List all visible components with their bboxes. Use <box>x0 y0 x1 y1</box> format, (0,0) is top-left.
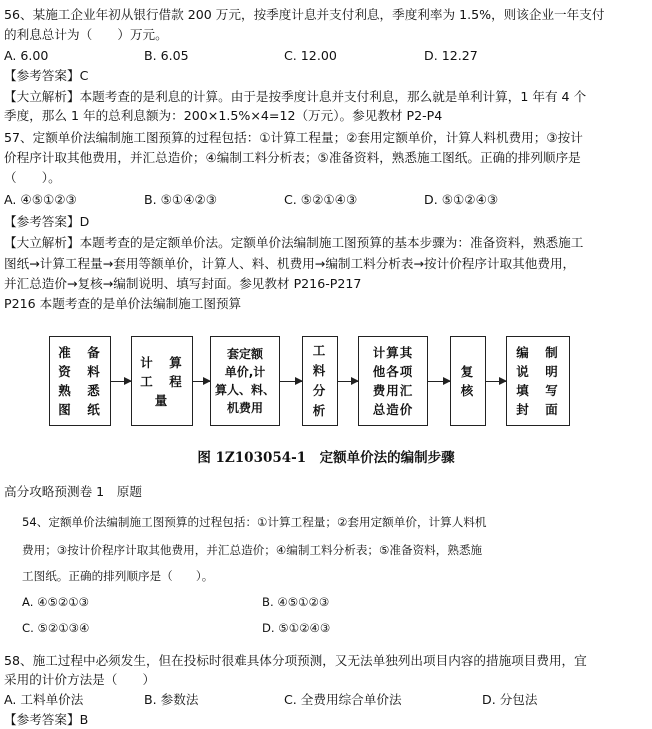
q56-answer: 【参考答案】C <box>4 68 89 83</box>
q54-stem-line2: 费用；③按计价程序计取其他费用，并汇总造价；④编制工料分析表；⑤准备资料，熟悉施 <box>22 543 483 557</box>
flow-step-analysis: 工 料 分 析 <box>302 336 338 426</box>
flow-arrow-3 <box>280 381 302 382</box>
q56-analysis-line1: 【大立解析】本题考查的是利息的计算。由于是按季度计息并支付利息，那么就是单利计算，1 年有 4 个 <box>4 89 587 104</box>
q58-option-a: A. 工料单价法 <box>4 692 84 707</box>
q58-option-b: B. 参数法 <box>144 692 199 707</box>
q57-answer: 【参考答案】D <box>4 214 90 229</box>
flow-step-prepare: 准 备 资 料 熟 悉 图 纸 <box>49 336 111 426</box>
q57-reference-line: P216 本题考查的是单价法编制施工图预算 <box>4 296 242 311</box>
flow-step-total-cost: 计算其 他各项 费用汇 总造价 <box>358 336 428 426</box>
flow-step-write-cover: 编 制 说 明 填 写 封 面 <box>506 336 570 426</box>
q54-stem-line3: 工图纸。正确的排列顺序是（ ）。 <box>22 569 214 583</box>
flow-arrow-4 <box>338 381 358 382</box>
flow-arrow-1 <box>111 381 131 382</box>
q56-option-c: C. 12.00 <box>284 48 337 63</box>
q58-answer: 【参考答案】B <box>4 712 89 727</box>
q54-option-d: D. ⑤①②④③ <box>262 621 331 635</box>
q57-option-d: D. ⑤①②④③ <box>424 192 499 207</box>
q56-option-d: D. 12.27 <box>424 48 478 63</box>
q56-stem-line2: 的利息总计为（ ）万元。 <box>4 27 168 42</box>
flow-arrow-6 <box>486 381 506 382</box>
q56-stem-line1: 56、某施工企业年初从银行借款 200 万元，按季度计息并支付利息，季度利率为 1.5%，则该企业一年支付 <box>4 7 605 22</box>
q57-stem-line2: 价程序计取其他费用，并汇总造价；④编制工料分析表；⑤准备资料，熟悉施工图纸。正确的排列顺序是 <box>4 150 581 165</box>
figure-caption: 图 1Z103054-1 定额单价法的编制步骤 <box>197 450 455 466</box>
q56-option-b: B. 6.05 <box>144 48 189 63</box>
flow-step-review: 复 核 <box>450 336 486 426</box>
q54-stem-line1: 54、定额单价法编制施工图预算的过程包括：①计算工程量；②套用定额单价，计算人料机 <box>22 515 487 529</box>
q56-analysis-line2: 季度，那么 1 年的总利息额为：200×1.5%×4=12（万元）。参见教材 P2-P4 <box>4 108 443 123</box>
q54-option-b: B. ④⑤①②③ <box>262 595 330 609</box>
q58-stem-line2: 采用的计价方法是（ ） <box>4 672 156 687</box>
q54-option-c: C. ⑤②①③④ <box>22 621 90 635</box>
q57-analysis-line2: 图纸→计算工程量→套用等额单价，计算人、料、机费用→编制工料分析表→按计价程序计取其他费用， <box>4 256 576 271</box>
flow-arrow-5 <box>428 381 450 382</box>
flow-arrow-2 <box>193 381 210 382</box>
q58-option-c: C. 全费用综合单价法 <box>284 692 402 707</box>
q57-stem-line3: （ ）。 <box>4 170 61 185</box>
q57-option-c: C. ⑤②①④③ <box>284 192 358 207</box>
q54-option-a: A. ④⑤②①③ <box>22 595 90 609</box>
q57-analysis-line3: 并汇总造价→复核→编制说明、填写封面。参见教材 P216-P217 <box>4 276 362 291</box>
q57-analysis-line1: 【大立解析】本题考查的是定额单价法。定额单价法编制施工图预算的基本步骤为：准备资料，熟悉施工 <box>4 235 584 250</box>
q57-option-a: A. ④⑤①②③ <box>4 192 77 207</box>
q57-stem-line1: 57、定额单价法编制施工图预算的过程包括：①计算工程量；②套用定额单价，计算人料机费用；③按计 <box>4 130 583 145</box>
flow-step-unit-price: 套定额 单价,计 算人、料、 机费用 <box>210 336 280 426</box>
section-title: 高分攻略预测卷 1 原题 <box>4 484 142 499</box>
flow-step-quantity: 计 算 工 程 量 <box>131 336 193 426</box>
q57-option-b: B. ⑤①④②③ <box>144 192 218 207</box>
q58-stem-line1: 58、施工过程中必须发生，但在投标时很难具体分项预测，又无法单独列出项目内容的措施项目费用，宜 <box>4 653 587 668</box>
q56-option-a: A. 6.00 <box>4 48 49 63</box>
q58-option-d: D. 分包法 <box>482 692 538 707</box>
